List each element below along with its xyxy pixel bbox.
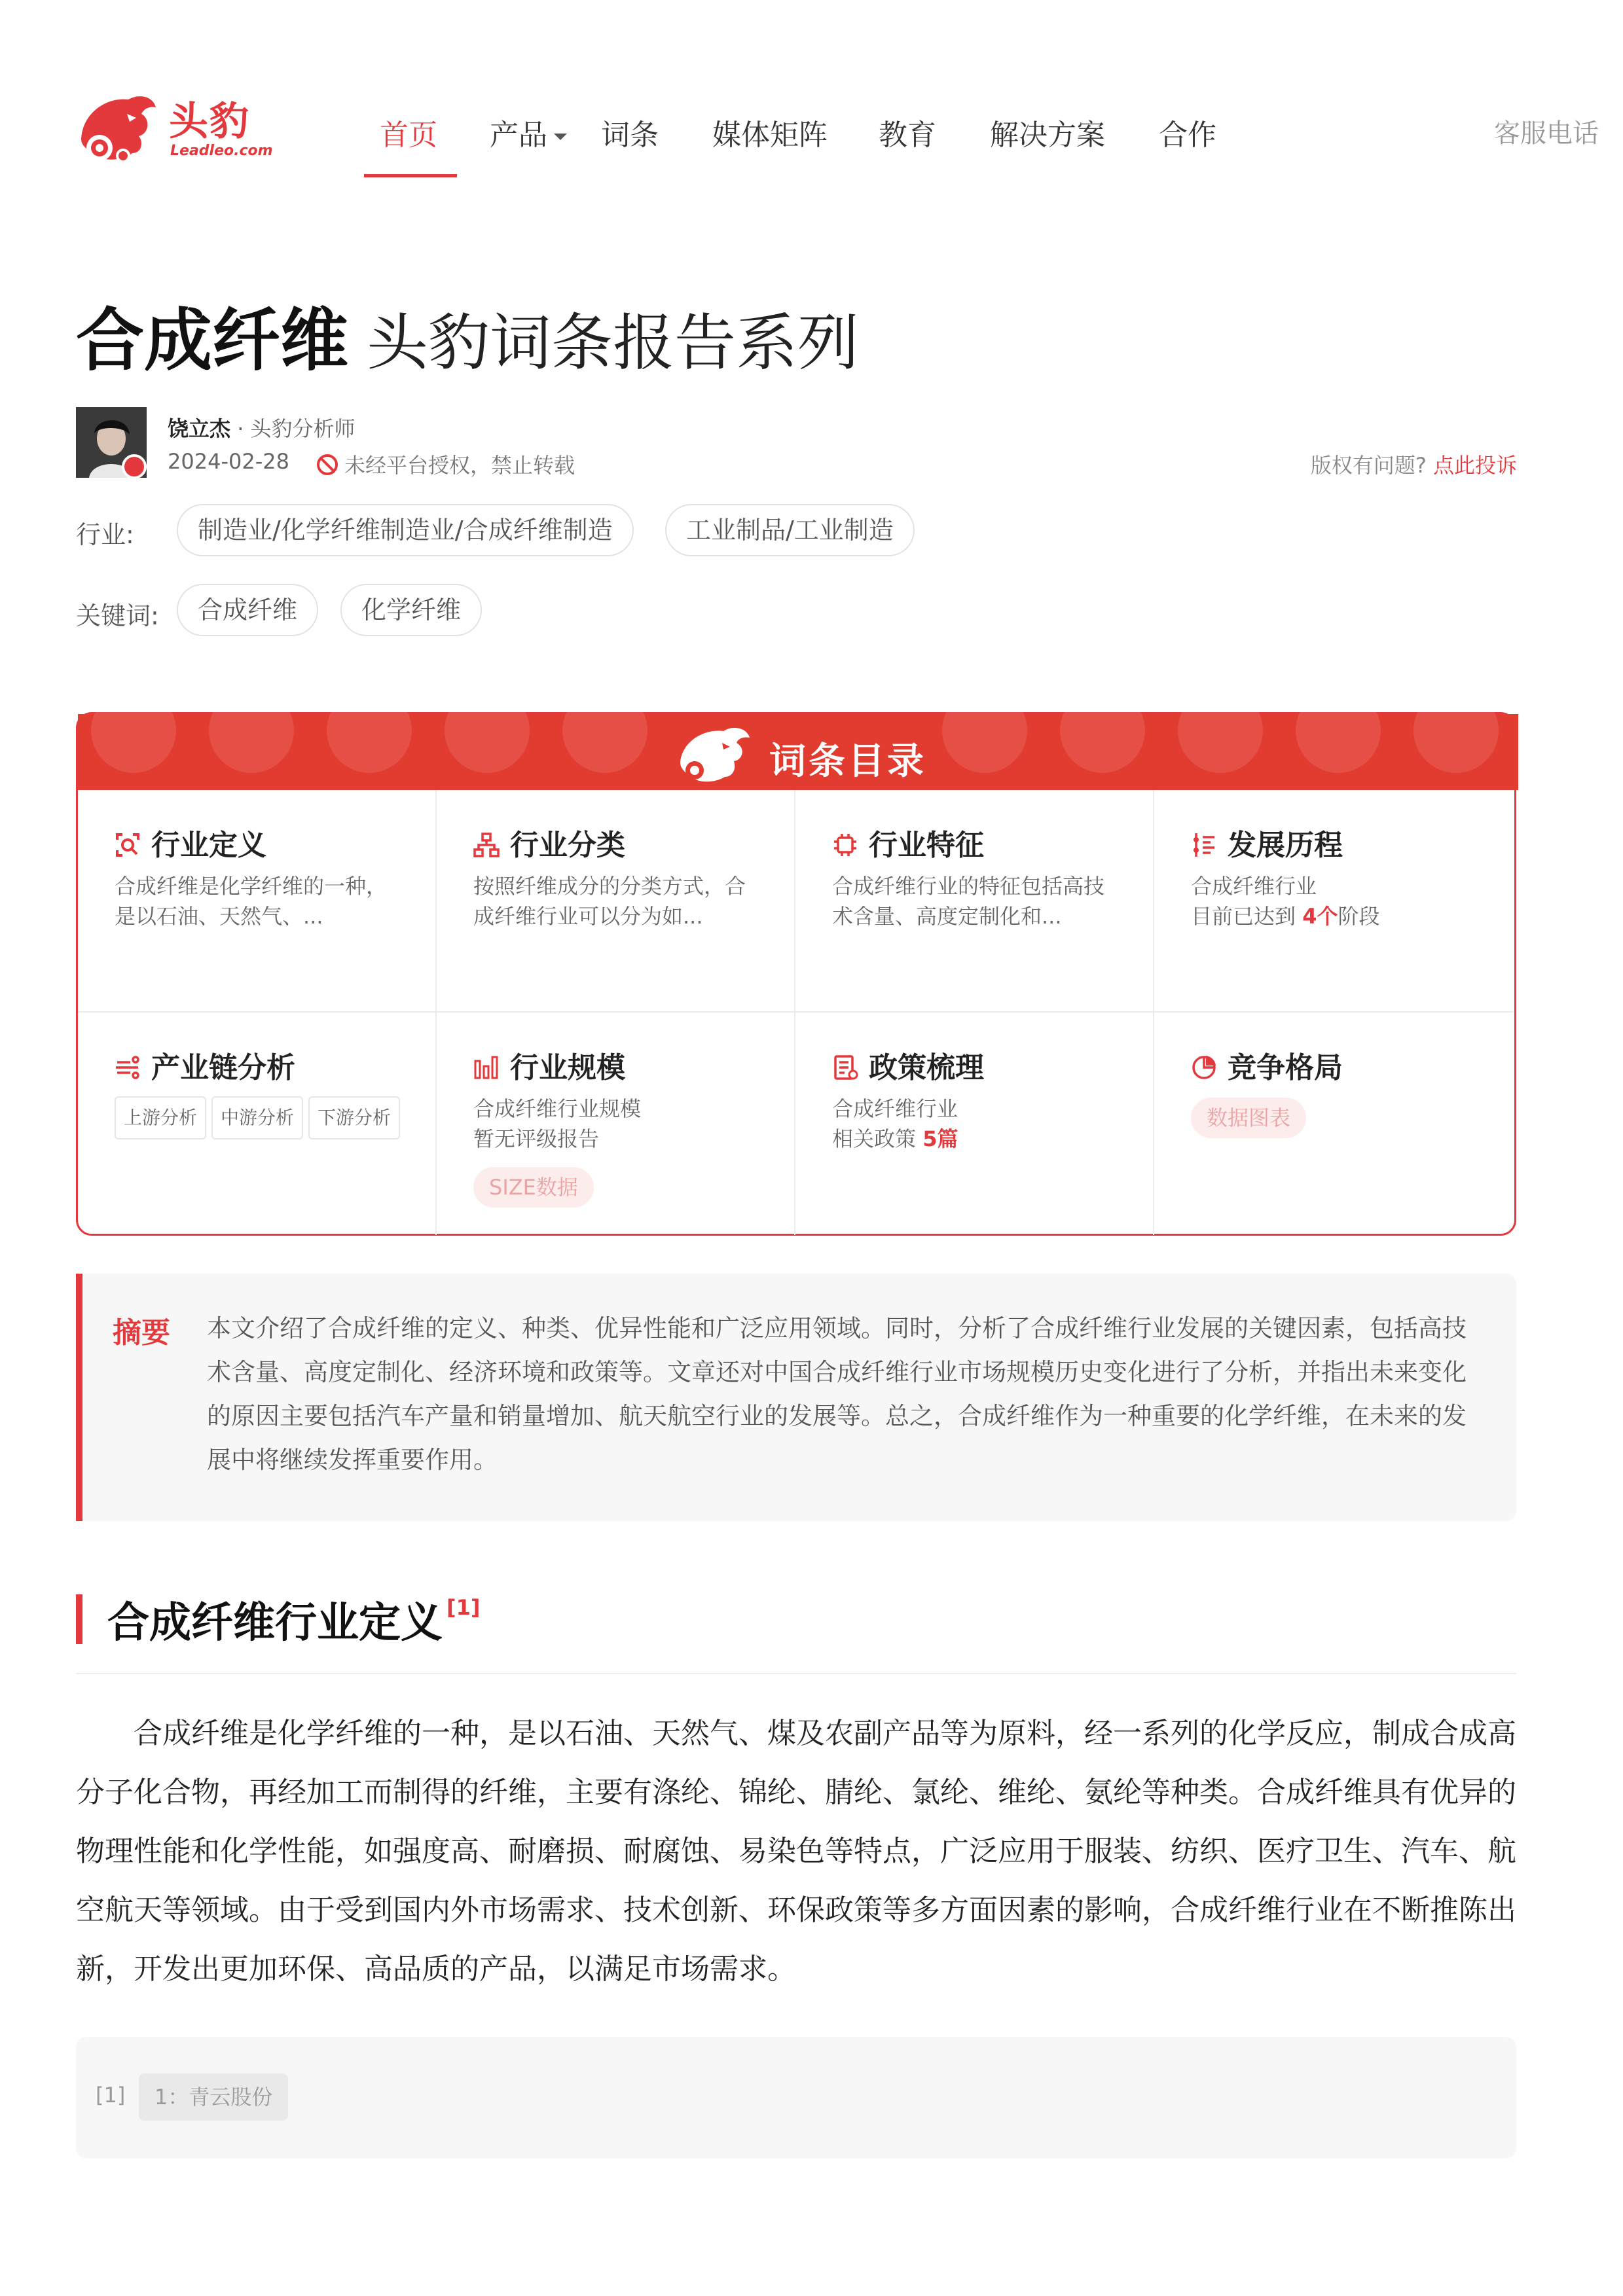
toc-item-desc: 合成纤维行业的特征包括高技术含量、高度定制化和...	[832, 874, 1105, 929]
nav-item-solutions[interactable]: 解决方案	[990, 118, 1105, 152]
toc-item-title-text: 发展历程	[1228, 829, 1343, 862]
toc-item-desc-line: 合成纤维行业	[1191, 874, 1317, 899]
section-body: 合成纤维是化学纤维的一种，是以石油、天然气、煤及农副产品等为原料，经一系列的化学反应，制成合成高分子化合物，再经加工而制得的纤维，主要有涤纶、锦纶、腈纶、氯纶、维纶、氨纶等种类。合成纤维具有优异的物理性能和化学性能，如强度高、耐磨损、耐腐蚀、易染色等特点，广泛应用于服装、纺织、医疗卫生、汽车、航空航天等领域。由于受到国内外市场需求、技术创新、环保政策等多方面因素的影响，合成纤维行业在不断推陈出新，开发出更加环保、高品质的产品，以满足市场需求。	[76, 1717, 1516, 1986]
toc-item-competition[interactable]	[1154, 1013, 1513, 1235]
brand-domain: Leadleo.com	[170, 143, 273, 159]
toc-item-title	[473, 1044, 625, 1086]
chip-icon	[832, 832, 858, 858]
nav-item-entries[interactable]: 词条	[601, 118, 659, 152]
title-sub: 头豹词条报告系列	[367, 308, 860, 379]
toc-item-classification[interactable]	[437, 790, 795, 1013]
page-title	[76, 285, 859, 384]
toc-item-title	[473, 821, 625, 863]
section-title	[107, 1589, 481, 1649]
toc-item-desc-line: 目前已达到 4个阶段	[1191, 904, 1380, 929]
section-divider	[76, 1673, 1516, 1674]
copyright-report	[1311, 449, 1517, 479]
toc-item-title-text: 行业分类	[510, 829, 625, 862]
summary-box	[76, 1274, 1516, 1521]
hierarchy-icon	[473, 832, 500, 858]
toc-item-title-text: 行业定义	[151, 829, 266, 862]
industry-label: 行业:	[76, 520, 134, 549]
ban-icon	[317, 454, 338, 475]
toc-item-desc	[473, 1094, 761, 1154]
toc-item-title	[115, 821, 266, 863]
toc-header	[78, 714, 1518, 790]
repost-notice-text: 未经平台授权，禁止转载	[344, 453, 575, 478]
downstream-tag[interactable]: 下游分析	[308, 1096, 400, 1139]
nav-active-indicator	[364, 174, 457, 177]
author-name[interactable]: 饶立杰	[168, 416, 231, 441]
top-nav	[0, 0, 1623, 190]
toc-item-title-text: 行业规模	[510, 1051, 625, 1085]
toc-item-title-text: 行业特征	[869, 829, 984, 862]
industry-tag[interactable]: 制造业/化学纤维制造业/合成纤维制造	[177, 504, 634, 556]
repost-notice	[317, 449, 575, 479]
summary-text: 本文介绍了合成纤维的定义、种类、优异性能和广泛应用领域。同时，分析了合成纤维行业发展的关键因素，包括高技术含量、高度定制化、经济环境和政策等。文章还对中国合成纤维行业市场规模历史变化进行了分析，并指出未来变化的原因主要包括汽车产量和销量增加、航天航空行业的发展等。总之，合成纤维作为一种重要的化学纤维，在未来的发展中将继续发挥重要作用。	[207, 1314, 1467, 1474]
author-line	[168, 412, 356, 442]
document-icon	[832, 1054, 858, 1081]
toc-item-definition[interactable]	[78, 790, 437, 1013]
toc-item-desc-line: 暂无评级报告	[473, 1126, 600, 1151]
upstream-tag[interactable]: 上游分析	[115, 1096, 206, 1139]
summary-label: 摘要	[113, 1316, 170, 1350]
industry-tag[interactable]: 工业制品/工业制造	[665, 504, 915, 556]
toc-item-title	[832, 1044, 984, 1086]
toc-item-title	[1191, 821, 1343, 863]
nav-item-products-label: 产品	[490, 118, 547, 152]
toc-item-policy[interactable]	[795, 1013, 1154, 1235]
stage-count: 4个	[1302, 904, 1338, 929]
toc-item-characteristics[interactable]	[795, 790, 1154, 1013]
reference-box	[76, 2037, 1516, 2159]
reference-source[interactable]: 1：青云股份	[139, 2073, 288, 2121]
nav-item-home[interactable]: 首页	[380, 118, 437, 152]
nav-item-education[interactable]: 教育	[879, 118, 936, 152]
toc-item-history[interactable]	[1154, 790, 1513, 1013]
toc-item-desc	[1191, 871, 1479, 931]
data-chart-pill[interactable]: 数据图表	[1191, 1098, 1306, 1138]
toc-title: 词条目录	[769, 740, 926, 783]
keyword-label: 关键词:	[76, 601, 159, 630]
toc-item-desc-line: 合成纤维行业规模	[473, 1096, 642, 1121]
nav-item-products[interactable]	[490, 111, 567, 153]
report-link[interactable]: 点此投诉	[1432, 453, 1517, 478]
toc-item-desc	[832, 1094, 1120, 1154]
section-ref-mark[interactable]: [1]	[447, 1595, 481, 1620]
toc-item-desc-line: 相关政策 5篇	[832, 1126, 958, 1151]
nav-item-cooperation[interactable]: 合作	[1159, 118, 1216, 152]
leopard-icon	[674, 721, 759, 786]
toc-item-title-text: 政策梳理	[869, 1051, 984, 1085]
summary-accent-bar	[76, 1274, 82, 1521]
toc-item-title-text: 竞争格局	[1228, 1051, 1343, 1085]
chain-icon	[115, 1054, 141, 1081]
section-accent-bar	[76, 1594, 82, 1644]
copyright-question: 版权有问题?	[1310, 453, 1427, 478]
bar-chart-icon	[473, 1054, 500, 1081]
toc-item-desc: 合成纤维是化学纤维的一种，是以石油、天然气、...	[115, 874, 388, 929]
keyword-tag[interactable]: 化学纤维	[340, 584, 482, 636]
toc-item-title	[1191, 1044, 1343, 1086]
brand-logo[interactable]	[76, 88, 273, 173]
toc-item-title	[832, 821, 984, 863]
toc-item-chain[interactable]	[78, 1013, 437, 1235]
section-title-text: 合成纤维行业定义	[107, 1599, 443, 1647]
pie-chart-icon	[1191, 1054, 1217, 1081]
leopard-logo-icon	[76, 88, 161, 173]
author-role: · 头豹分析师	[237, 416, 356, 441]
keyword-tag[interactable]: 合成纤维	[177, 584, 318, 636]
reference-number: [1]	[96, 2083, 126, 2108]
size-data-pill[interactable]: SIZE数据	[473, 1167, 594, 1208]
brand-name: 头豹	[169, 99, 250, 145]
toc-item-scale[interactable]	[437, 1013, 795, 1235]
toc-item-title-text: 产业链分析	[151, 1051, 295, 1085]
toc-item-desc-line: 合成纤维行业	[832, 1096, 958, 1121]
timeline-icon	[1191, 832, 1217, 858]
midstream-tag[interactable]: 中游分析	[211, 1096, 303, 1139]
toc-item-desc: 按照纤维成分的分类方式，合成纤维行业可以分为如...	[473, 874, 746, 929]
author-badge-icon	[122, 454, 147, 479]
toc-panel	[76, 712, 1516, 1236]
publish-date: 2024-02-28	[168, 449, 289, 474]
policy-count: 5篇	[922, 1126, 958, 1151]
search-doc-icon	[115, 832, 141, 858]
toc-item-title	[115, 1044, 295, 1086]
title-main: 合成纤维	[76, 300, 349, 380]
nav-item-media[interactable]: 媒体矩阵	[712, 118, 828, 152]
nav-service-phone[interactable]: 客服电话	[1494, 118, 1599, 149]
chevron-down-icon	[554, 134, 567, 140]
